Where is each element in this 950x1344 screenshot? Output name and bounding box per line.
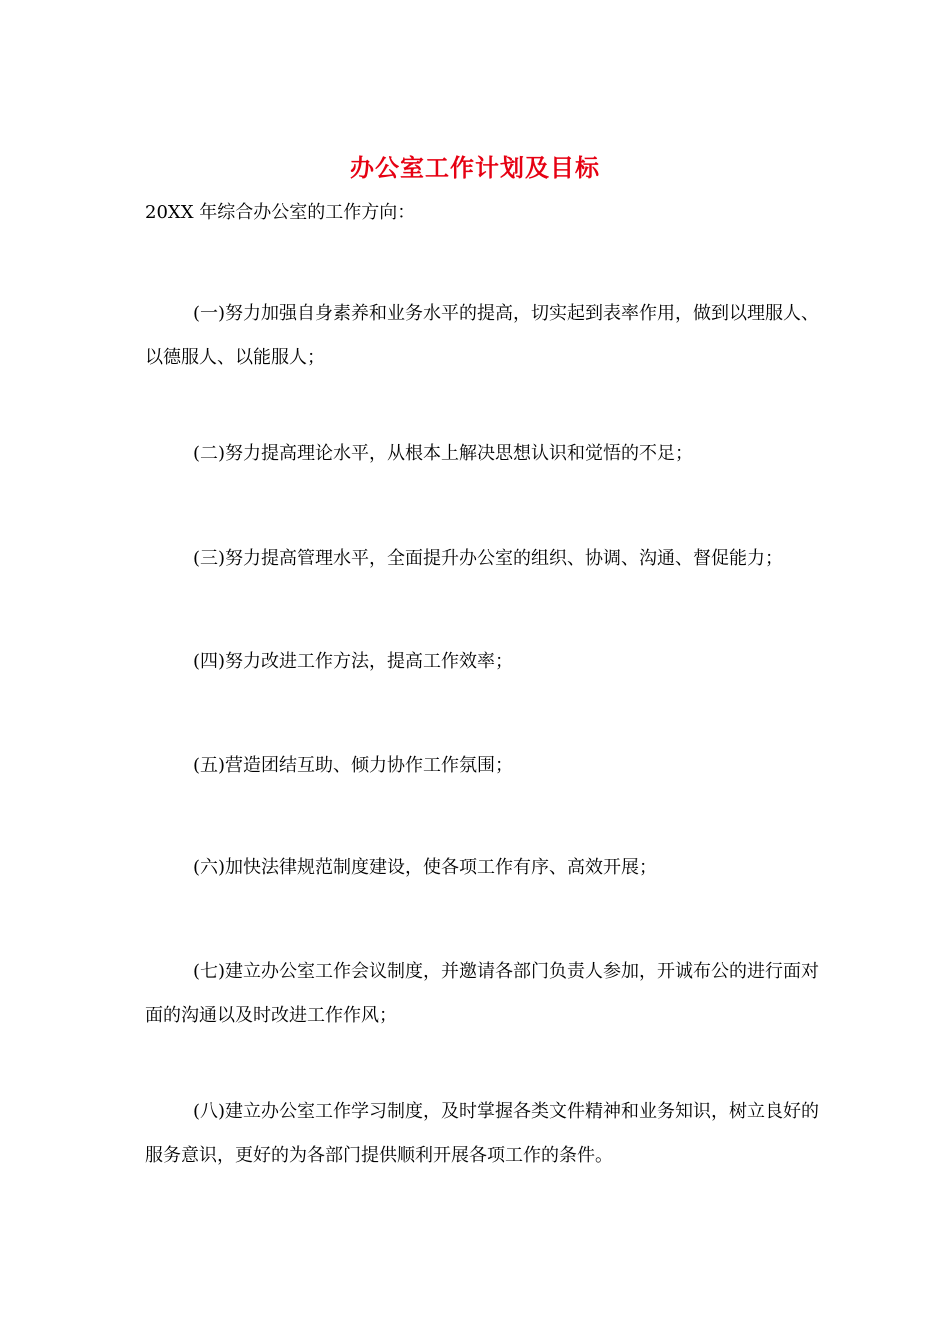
plan-item-8: (八)建立办公室工作学习制度，及时掌握各类文件精神和业务知识，树立良好的服务意识，更好的为各部门提供顺利开展各项工作的条件。 <box>145 1101 820 1166</box>
plan-item-1: (一)努力加强自身素养和业务水平的提高，切实起到表率作用，做到以理服人、以德服人、以能服人； <box>145 303 820 368</box>
plan-item-5: (五)营造团结互助、倾力协作工作氛围； <box>193 755 514 776</box>
document-title: 办公室工作计划及目标 <box>350 153 600 182</box>
plan-item-4: (四)努力改进工作方法，提高工作效率； <box>193 651 514 672</box>
plan-item-7: (七)建立办公室工作会议制度，并邀请各部门负责人参加，开诚布公的进行面对面的沟通以及时改进工作作风； <box>145 961 820 1026</box>
plan-item-3: (三)努力提高管理水平，全面提升办公室的组织、协调、沟通、督促能力； <box>193 548 784 569</box>
intro-line: 20XX 年综合办公室的工作方向： <box>145 202 416 223</box>
plan-item-6: (六)加快法律规范制度建设，使各项工作有序、高效开展； <box>193 857 658 878</box>
plan-item-2: (二)努力提高理论水平，从根本上解决思想认识和觉悟的不足； <box>193 443 694 464</box>
